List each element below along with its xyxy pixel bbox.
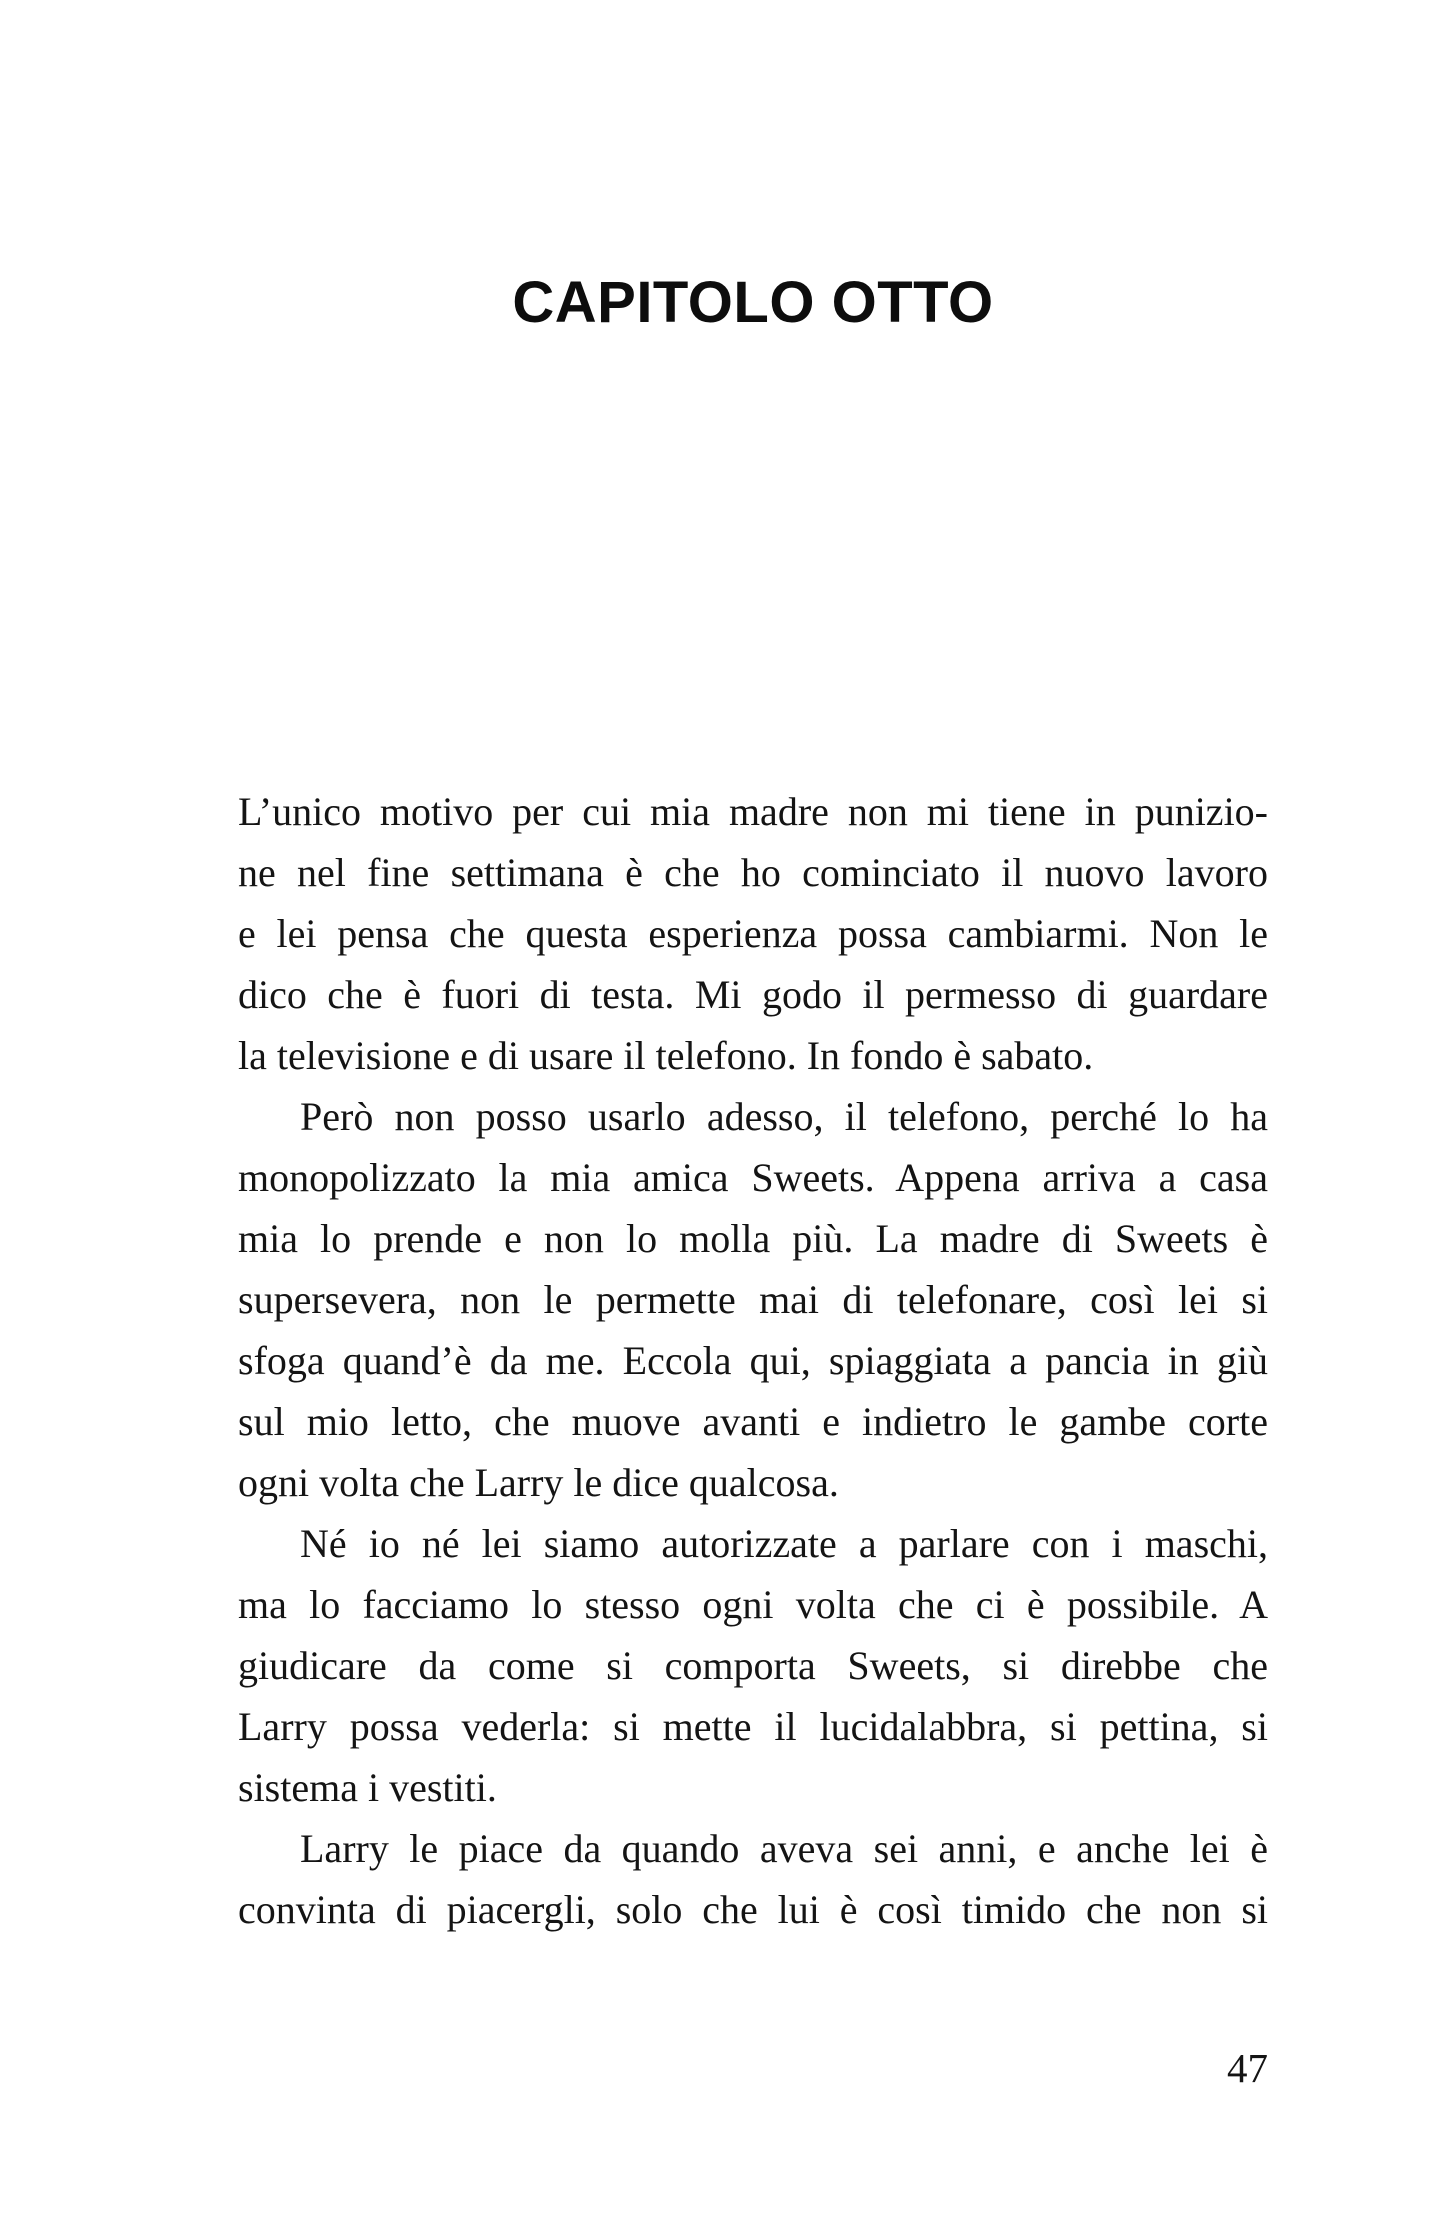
text-line: la televisione e di usare il telefono. In fondo è sabato. xyxy=(238,1033,1094,1078)
paragraph xyxy=(238,1086,1268,1513)
text-line: Né io né lei siamo autorizzate a parlare con i maschi, xyxy=(300,1521,1268,1566)
text-line: convinta di piacergli, solo che lui è così timido che non si xyxy=(238,1887,1268,1932)
text-line: e lei pensa che questa esperienza possa cambiarmi. Non le xyxy=(238,911,1268,956)
text-line: dico che è fuori di testa. Mi godo il permesso di guardare xyxy=(238,972,1268,1017)
paragraph xyxy=(238,1818,1268,1940)
text-line: mia lo prende e non lo molla più. La madre di Sweets è xyxy=(238,1216,1268,1261)
chapter-title: CAPITOLO OTTO xyxy=(512,270,994,335)
text-line: ma lo facciamo lo stesso ogni volta che ci è possibile. A xyxy=(238,1582,1268,1627)
text-line: L’unico motivo per cui mia madre non mi tiene in punizio- xyxy=(238,789,1268,834)
body-text xyxy=(238,781,1268,1940)
text-line: monopolizzato la mia amica Sweets. Appena arriva a casa xyxy=(238,1155,1268,1200)
text-line: supersevera, non le permette mai di telefonare, così lei si xyxy=(238,1277,1268,1322)
text-line: ogni volta che Larry le dice qualcosa. xyxy=(238,1460,839,1505)
text-line: sfoga quand’è da me. Eccola qui, spiaggiata a pancia in giù xyxy=(238,1338,1268,1383)
paragraph xyxy=(238,1513,1268,1818)
paragraph xyxy=(238,781,1268,1086)
text-line: Larry le piace da quando aveva sei anni, e anche lei è xyxy=(300,1826,1268,1871)
page-number: 47 xyxy=(1227,2045,1268,2091)
text-line: ne nel fine settimana è che ho cominciato il nuovo lavoro xyxy=(238,850,1268,895)
text-line: Però non posso usarlo adesso, il telefono, perché lo ha xyxy=(300,1094,1268,1139)
text-line: sul mio letto, che muove avanti e indietro le gambe corte xyxy=(238,1399,1268,1444)
text-line: giudicare da come si comporta Sweets, si direbbe che xyxy=(238,1643,1268,1688)
text-line: sistema i vestiti. xyxy=(238,1765,497,1810)
text-line: Larry possa vederla: si mette il lucidalabbra, si pettina, si xyxy=(238,1704,1268,1749)
